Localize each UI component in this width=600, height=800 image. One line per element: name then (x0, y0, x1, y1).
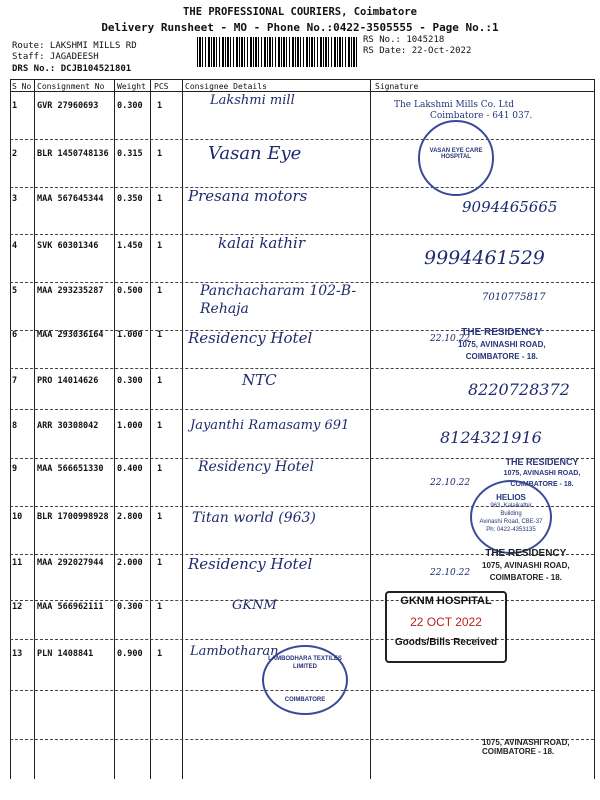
row-sno: 12 (12, 602, 23, 612)
col-header-consignee: Consignee Details (185, 82, 267, 91)
residency-stamp-bottom: 1075, AVINASHI ROAD, COIMBATORE - 18. (482, 738, 570, 756)
col-line (34, 79, 35, 779)
rs-number: RS No.: 1045218 (363, 35, 445, 45)
row-pcs: 1 (157, 194, 163, 204)
row-weight: 0.300 (117, 101, 143, 111)
col-header-consignment: Consignment No (37, 82, 105, 91)
row-consignee: GKNM (232, 598, 277, 613)
row-consignee: Lambotharan (190, 644, 279, 659)
row-consignee: Residency Hotel (188, 329, 313, 347)
residency-stamp-line: COIMBATORE - 18. (489, 573, 562, 582)
row-consignment: MAA 293036164 (37, 330, 104, 340)
row-weight: 1.450 (117, 241, 143, 251)
runsheet-subtitle: Delivery Runsheet - MO - Phone No.:0422-3505555 - Page No.:1 (101, 21, 499, 34)
lakshmi-stamp-line: The Lakshmi Mills Co. Ltd (394, 100, 515, 110)
lambodhara-stamp (262, 645, 348, 715)
row-weight: 0.300 (117, 376, 143, 386)
row-sno: 6 (12, 330, 18, 340)
row-weight: 0.400 (117, 464, 143, 474)
row-consignment: MAA 292027944 (37, 558, 104, 568)
row-consignee: Panchacharam 102-B-Rehaja (200, 283, 357, 317)
row-sno: 10 (12, 512, 23, 522)
signature-date-r6: 22.10.22 (430, 334, 471, 344)
col-line (370, 79, 371, 779)
row-consignment: MAA 566962111 (37, 602, 104, 612)
signature-date-r11: 22.10.22 (430, 568, 471, 578)
row-consignment: ARR 30308042 (37, 421, 99, 431)
table-top-border (10, 79, 594, 80)
residency-stamp-line: COIMBATORE - 18. (465, 352, 538, 361)
row-weight: 2.000 (117, 558, 143, 568)
col-header-pcs: PCS (154, 82, 169, 91)
row-consignee: Jayanthi Ramasamy 691 (190, 418, 350, 433)
barcode (197, 37, 357, 67)
row-consignee: Titan world (963) (192, 510, 316, 526)
row-consignment: BLR 1700998928 (37, 512, 109, 522)
vasan-stamp-text: VASAN EYE CARE HOSPITAL (429, 148, 483, 160)
row-consignment: GVR 27960693 (37, 101, 99, 111)
header-bottom-border (10, 91, 594, 92)
signature-phone-r7: 8220728372 (468, 380, 570, 399)
row-consignee: Vasan Eye (208, 143, 302, 164)
company-title: THE PROFESSIONAL COURIERS, Coimbatore (183, 6, 417, 18)
helios-stamp-line: Avinashi Road, CBE-37 (479, 519, 543, 525)
row-weight: 0.500 (117, 286, 143, 296)
row-pcs: 1 (157, 149, 163, 159)
col-header-weight: Weight (117, 82, 146, 91)
residency-stamp-r6 (458, 327, 546, 363)
gknm-stamp-date: 22 OCT 2022 (410, 615, 482, 629)
row-sno: 8 (12, 421, 18, 431)
residency-stamp-line: THE RESIDENCY (461, 327, 543, 338)
gknm-stamp-name: GKNM HOSPITAL (400, 595, 492, 607)
residency-stamp-line: 1075, AVINASHI ROAD, (482, 561, 570, 570)
row-consignment: BLR 1450748136 (37, 149, 109, 159)
row-consignee: Residency Hotel (188, 555, 313, 573)
residency-stamp-line: THE RESIDENCY (505, 457, 579, 467)
row-separator (10, 368, 594, 369)
row-pcs: 1 (157, 602, 163, 612)
rs-date: RS Date: 22-Oct-2022 (363, 46, 472, 56)
col-line (594, 79, 595, 779)
residency-stamp-line: 1075, AVINASHI ROAD, (458, 340, 546, 349)
row-consignee: Lakshmi mill (210, 93, 295, 108)
row-weight: 0.315 (117, 149, 143, 159)
row-sno: 5 (12, 286, 18, 296)
col-line (182, 79, 183, 779)
signature-phone-r3: 9094465665 (462, 198, 558, 216)
row-consignment: MAA 293235287 (37, 286, 104, 296)
row-consignment: MAA 566651330 (37, 464, 104, 474)
row-weight: 1.000 (117, 421, 143, 431)
row-pcs: 1 (157, 512, 163, 522)
row-pcs: 1 (157, 421, 163, 431)
gknm-stamp-note: Goods/Bills Received (394, 637, 498, 648)
residency-stamp-line: THE RESIDENCY (485, 548, 567, 559)
residency-stamp-r11 (482, 548, 570, 584)
row-consignee: Presana motors (188, 187, 308, 205)
residency-stamp-line: 1075, AVINASHI ROAD, COIMBATORE - 18. (503, 470, 581, 488)
row-pcs: 1 (157, 376, 163, 386)
lambodhara-stamp-line: COIMBATORE (284, 697, 326, 703)
row-consignee: kalai kathir (218, 234, 306, 252)
row-sno: 7 (12, 376, 18, 386)
row-weight: 0.350 (117, 194, 143, 204)
signature-phone-r5: 7010775817 (482, 292, 546, 303)
row-pcs: 1 (157, 464, 163, 474)
row-sno: 9 (12, 464, 18, 474)
helios-stamp (470, 480, 552, 554)
row-sno: 3 (12, 194, 18, 204)
gknm-hospital-stamp (385, 591, 507, 663)
helios-stamp-line: Building (500, 511, 522, 517)
row-pcs: 1 (157, 330, 163, 340)
col-header-signature: Signature (375, 82, 419, 91)
lambodhara-stamp-line: LAMBODHARA TEXTILES LIMITED (268, 656, 342, 670)
row-consignee: Residency Hotel (198, 459, 314, 475)
row-pcs: 1 (157, 649, 163, 659)
col-line (150, 79, 151, 779)
row-consignment: PRO 14014626 (37, 376, 99, 386)
row-pcs: 1 (157, 558, 163, 568)
row-sno: 2 (12, 149, 18, 159)
row-weight: 1.000 (117, 330, 143, 340)
vasan-stamp (418, 120, 494, 196)
row-consignment: SVK 60301346 (37, 241, 99, 251)
col-line (10, 79, 11, 779)
helios-stamp-line: Ph: 0422-4353135 (486, 527, 536, 533)
helios-stamp-text (476, 494, 546, 534)
row-sno: 13 (12, 649, 23, 659)
row-weight: 2.800 (117, 512, 143, 522)
row-pcs: 1 (157, 101, 163, 111)
row-sno: 1 (12, 101, 18, 111)
row-weight: 0.900 (117, 649, 143, 659)
route: Route: LAKSHMI MILLS RD (12, 41, 137, 51)
helios-stamp-line: 963, Kalaikathir (490, 503, 532, 509)
signature-phone-r4: 9994461529 (424, 247, 545, 269)
col-line (114, 79, 115, 779)
staff: Staff: JAGADEESH (12, 52, 99, 62)
row-pcs: 1 (157, 241, 163, 251)
col-header-sno: S No (12, 82, 32, 91)
row-separator (10, 139, 594, 140)
row-weight: 0.300 (117, 602, 143, 612)
row-consignee: NTC (242, 371, 277, 389)
row-pcs: 1 (157, 286, 163, 296)
row-consignment: PLN 1408841 (37, 649, 94, 659)
signature-phone-r8: 8124321916 (440, 428, 542, 447)
row-sno: 11 (12, 558, 23, 568)
lakshmi-mills-stamp (394, 100, 532, 122)
signature-date-r9: 22.10.22 (430, 478, 471, 488)
row-sno: 4 (12, 241, 18, 251)
drs-number: DRS No.: DCJB104521801 (12, 64, 132, 74)
row-separator (10, 409, 594, 410)
helios-stamp-line: HELIOS (496, 493, 526, 502)
lakshmi-stamp-line: Coimbatore - 641 037. (430, 111, 533, 121)
row-consignment: MAA 567645344 (37, 194, 104, 204)
